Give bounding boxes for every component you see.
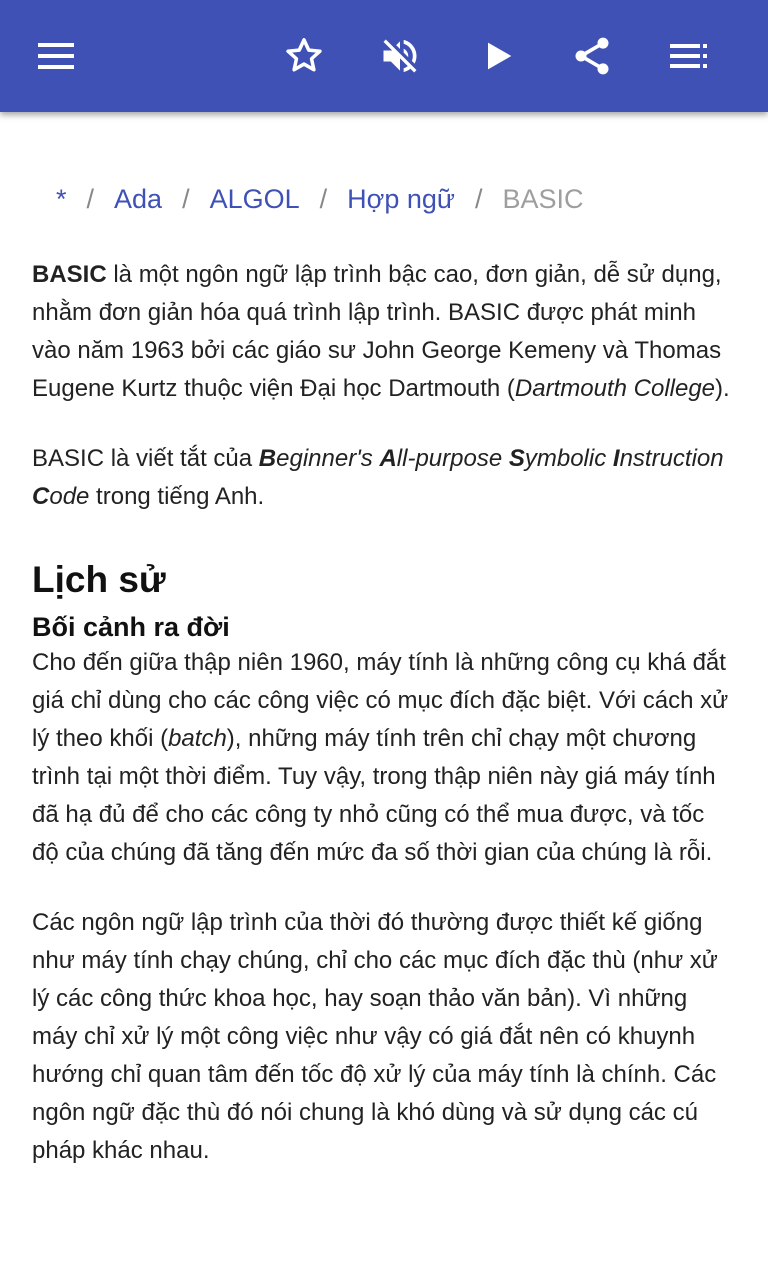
history-paragraph-2: Các ngôn ngữ lập trình của thời đó thường được thiết kế giống như máy tính chạy chúng, chỉ cho các mục đích đặc thù (như xử lý các công thức khoa học, hay soạn thảo văn bản). Vì những máy chỉ xử lý một công việc như vậy có giá đắt nên có khuynh hướng chỉ quan tâm đến tốc độ xử lý của máy tính là chính. Các ngôn ngữ đặc thù đó nói chung là khó dùng và sử dụng các cú pháp khác nhau. (32, 909, 718, 1164)
breadcrumb (56, 182, 584, 216)
breadcrumb-separator: / (475, 184, 483, 214)
acronym-prefix: BASIC là viết tắt của (32, 445, 259, 472)
play-button[interactable] (468, 26, 528, 86)
subsection-title-background: Bối cảnh ra đời (32, 612, 230, 642)
acronym-letter: S (508, 445, 525, 472)
acronym-word: eginner's (276, 445, 380, 472)
acronym-letter: C (32, 483, 50, 510)
breadcrumb-link-root[interactable]: * (56, 184, 67, 214)
section-title-history: Lịch sử (32, 559, 166, 600)
menu-button[interactable] (26, 26, 86, 86)
menu-icon (36, 36, 76, 76)
para1-text-end: ), những máy tính trên chỉ chạy một chương trình tại một thời điểm. Tuy vậy, trong thập niên này giá máy tính đã hạ đủ để cho các công ty nhỏ cũng có thể mua được, và tốc độ của chúng đã tăng đến mức đa số thời gian của chúng là rỗi. (32, 725, 716, 866)
breadcrumb-separator: / (319, 184, 328, 214)
acronym-paragraph (32, 440, 736, 516)
breadcrumb-link-ada[interactable]: Ada (114, 184, 163, 214)
history-paragraph-1 (32, 644, 736, 872)
para1-italic: batch (168, 725, 227, 752)
play-icon (478, 36, 518, 76)
intro-text-end: ). (715, 375, 730, 402)
share-icon (570, 34, 614, 78)
intro-paragraph (32, 256, 736, 408)
star-icon (282, 34, 326, 78)
acronym-letter: A (379, 445, 397, 472)
acronym-word: nstruction (619, 445, 724, 472)
mute-button[interactable] (370, 26, 430, 86)
acronym-suffix: trong tiếng Anh. (89, 483, 265, 510)
acronym-word: ymbolic (524, 445, 613, 472)
breadcrumb-current: BASIC (502, 184, 584, 214)
breadcrumb-separator: / (86, 184, 95, 214)
acronym-letter: B (258, 445, 277, 472)
acronym-letter: I (612, 445, 620, 472)
breadcrumb-link-hop-ngu[interactable]: Hợp ngữ (347, 184, 455, 214)
volume-off-icon (378, 34, 422, 78)
share-button[interactable] (562, 26, 622, 86)
playlist-button[interactable] (658, 26, 718, 86)
article-content (0, 112, 768, 1280)
para1-text: Cho đến giữa thập niên 1960, máy tính là những công cụ khá đắt giá chỉ dùng cho các công việc có mục đích đặc biệt. Với cách xử lý theo khối ( (32, 649, 729, 752)
intro-text: là một ngôn ngữ lập trình bậc cao, đơn giản, dễ sử dụng, nhằm đơn giản hóa quá trình lập trình. BASIC được phát minh vào năm 1963 bởi các giáo sư John George Kemeny và Thomas Eugene Kurtz thuộc viện Đại học Dartmouth ( (32, 261, 722, 402)
acronym-word: ll-purpose (396, 445, 509, 472)
breadcrumb-separator: / (182, 184, 190, 214)
playlist-icon (667, 35, 709, 77)
intro-bold-term: BASIC (32, 261, 107, 288)
acronym-word: ode (49, 483, 90, 510)
favorite-button[interactable] (274, 26, 334, 86)
intro-italic: Dartmouth College (514, 375, 716, 402)
breadcrumb-link-algol[interactable]: ALGOL (209, 184, 300, 214)
app-toolbar (0, 0, 768, 112)
article-body (32, 256, 736, 1170)
